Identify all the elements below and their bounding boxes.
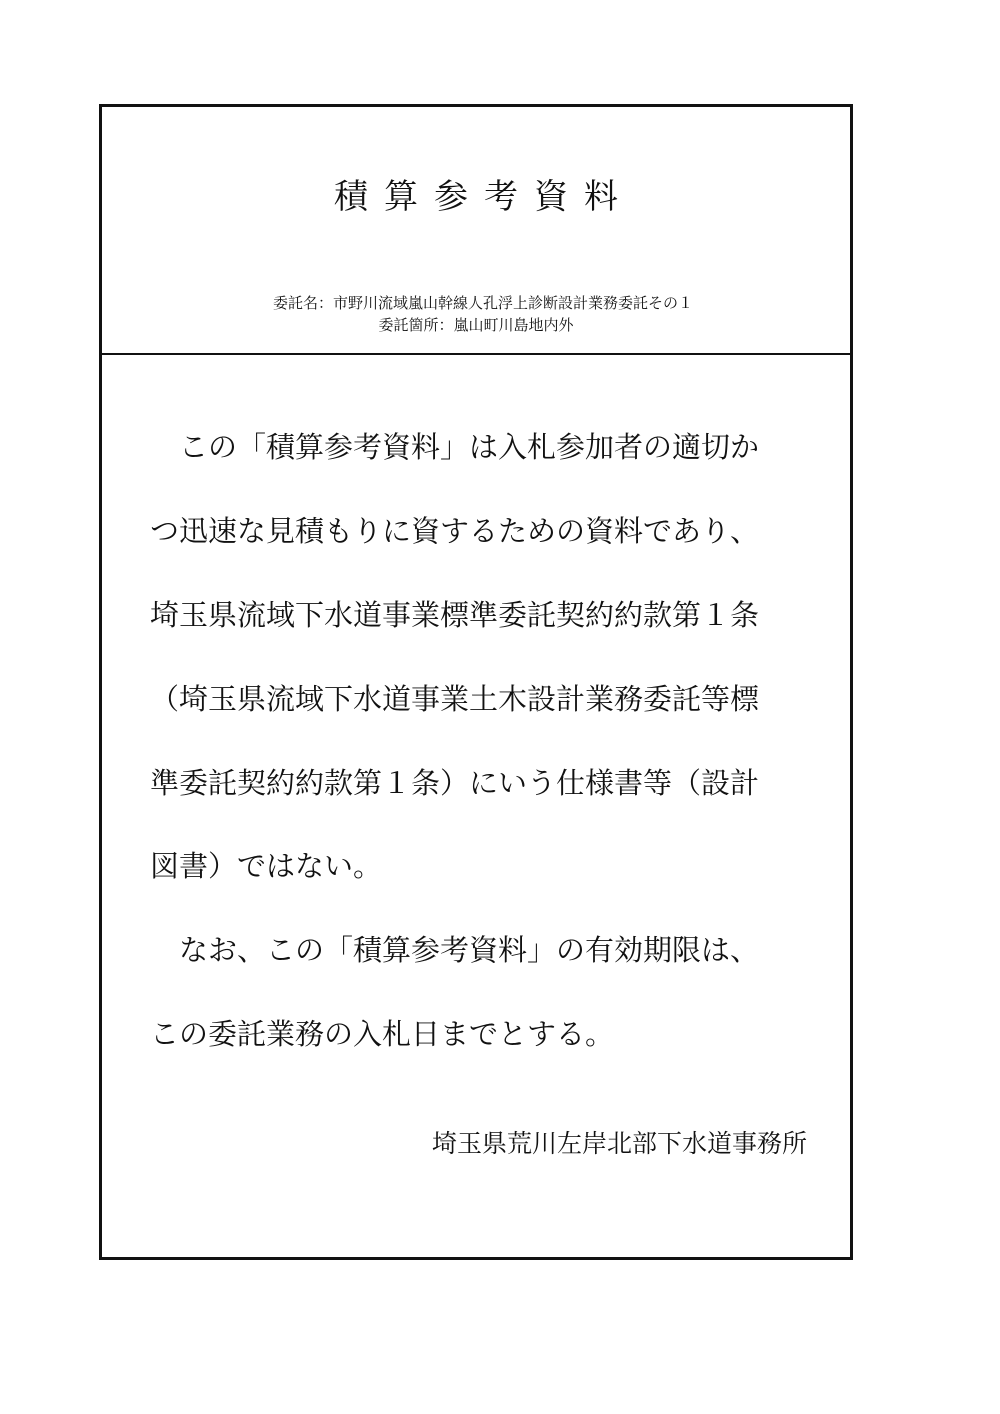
notice-line: 埼玉県流域下水道事業標準委託契約約款第１条 <box>150 598 760 632</box>
notice-line: 準委託契約約款第１条）にいう仕様書等（設計 <box>150 766 760 800</box>
consignment-location: 委託箇所：嵐山町川島地内外 <box>378 316 574 334</box>
document-frame <box>99 104 853 1260</box>
issuing-office: 埼玉県荒川左岸北部下水道事務所 <box>431 1129 807 1158</box>
document-title: 積算参考資料 <box>334 177 634 217</box>
notice-line: 図書）ではない。 <box>150 849 383 883</box>
notice-line: （埼玉県流域下水道事業土木設計業務委託等標 <box>150 682 760 716</box>
notice-line: つ迅速な見積もりに資するための資料であり、 <box>150 514 760 548</box>
notice-line: この「積算参考資料」は入札参加者の適切か <box>150 430 760 464</box>
notice-line: この委託業務の入札日までとする。 <box>150 1017 615 1051</box>
document-header <box>102 107 850 355</box>
consignment-name: 委託名：市野川流域嵐山幹線人孔浮上診断設計業務委託その１ <box>272 294 693 312</box>
notice-line: なお、この「積算参考資料」の有効期限は、 <box>150 933 760 967</box>
